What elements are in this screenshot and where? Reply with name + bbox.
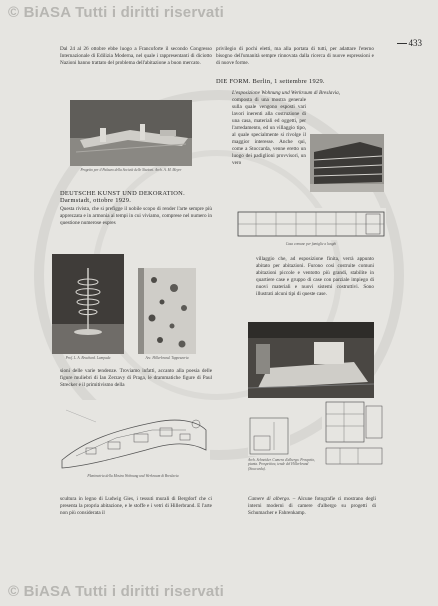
fabric-photo: [138, 268, 196, 354]
sculpture-paragraph: sioni delle varie tendenze. Troviamo infatti, accanto alla poesia delle figure muliebri di Ian Zerzavy di Praga, le drammatiche figure di Paul Strecker e il primitivismo della: [60, 368, 212, 388]
watermark-bottom: © BiASA Tutti i diritti riservati: [8, 583, 225, 600]
hotel-rooms-paragraph: [248, 496, 376, 517]
interior-caption: Arch. Schneider. Camera d'albergo. Prospetto, pianta. Prospettiva, tende del Hillerbrand (Stoccarda).: [248, 458, 316, 471]
die-form-heading: DIE FORM. Berlin, 1 settembre 1929.: [216, 78, 325, 85]
dk-paragraph: Questa rivista, che si prefigge il nobile scopo di render l'arte sempre più apprezzata e in armonia ai tempi in cui viviamo, comprese nel numero in questione numerose espres: [60, 206, 212, 226]
lamp-photo: [52, 254, 124, 354]
die-form-title: L'esposizione Wohnung und Werkraum di Breslavia,: [232, 90, 341, 96]
dk-heading: DEUTSCHE KUNST UND DEKORATION. Darmstadt, ottobre 1929.: [60, 190, 185, 204]
die-form-paragraph: composta di una mostra generale sulla quale vengono esposti vari lavori inerenti alla costruzione di una casa, materiali ed oggetti, per l'arredamento, ed un villaggio tipo, al quale specialmente si rivolge il maggior interesse. Anche qui, come a Stoccarda, venne eretto un luogo dei padiglioni provvisori, un vero: [232, 97, 306, 166]
hotel-room-photo: [248, 322, 374, 398]
hotel-rooms-text: – Alcune fotografie ci mostrano degli interni moderni di camere d'albergo su progetti di Schumacher e Fahrenkamp.: [248, 496, 376, 516]
bottom-paragraph: scultura in legno di Ludwig Gies, i tessuti murali di Bergdorf che ci presenta la propria abitazione, e le stoffe e i vetri di Hillerbrand. E l'arte non più considerata il: [60, 496, 212, 516]
room-section-drawing: [248, 416, 290, 456]
building-caption: Casa comune per famiglie a lunghi: [285, 242, 337, 246]
lamp-caption: Prof. L. A. Brachard. Lampada: [65, 356, 111, 360]
right-top-paragraph: privilegio di pochi eletti, ma alla portata di tutti, per adattare l'eterno bisogno dell'umanità sempre rinnovata dalla ricerca di nuove espressioni e di nuove forme.: [216, 46, 374, 66]
room-elevation-drawing: [322, 398, 386, 468]
page-number: 433: [397, 38, 423, 48]
watermark-top: © BiASA Tutti i diritti riservati: [8, 4, 225, 21]
fabric-caption: Arc. Hillerbrand. Tappezzeria: [145, 356, 189, 360]
palace-caption: Progetto per il Palazzo della Società delle Nazioni. Arch. A. M. Meyer: [80, 168, 182, 172]
hotel-rooms-title: Camere di albergo.: [248, 496, 291, 502]
housing-block-photo: [310, 134, 384, 192]
floor-plan-drawing: [236, 208, 386, 240]
village-paragraph: villaggio che, ad esposizione finita, verrà appunto abitato per abitazioni. Furono così costruite comuni abitazioni piccole e ventotto più grandi, stabilite in quartiere case e gruppo di case con parziale impiego di nuovi materiali e nuovi sistemi costruttivi. Sono illustrati alcuni tipi di queste case.: [256, 256, 374, 297]
plan-caption: Planimetria della Mostra Wohnung und Werkraum di Breslavia: [87, 474, 179, 478]
exhibition-plan-drawing: [56, 400, 210, 472]
intro-paragraph: Dal 24 al 26 ottobre ebbe luogo a Francoforte il secondo Congresso Internazionale di Edilizia Moderna, nel quale i rappresentanti di diciotto Nazioni hanno trattato del problema dell'abitazione a buon mercato.: [60, 46, 212, 66]
palace-model-photo: [70, 100, 192, 166]
